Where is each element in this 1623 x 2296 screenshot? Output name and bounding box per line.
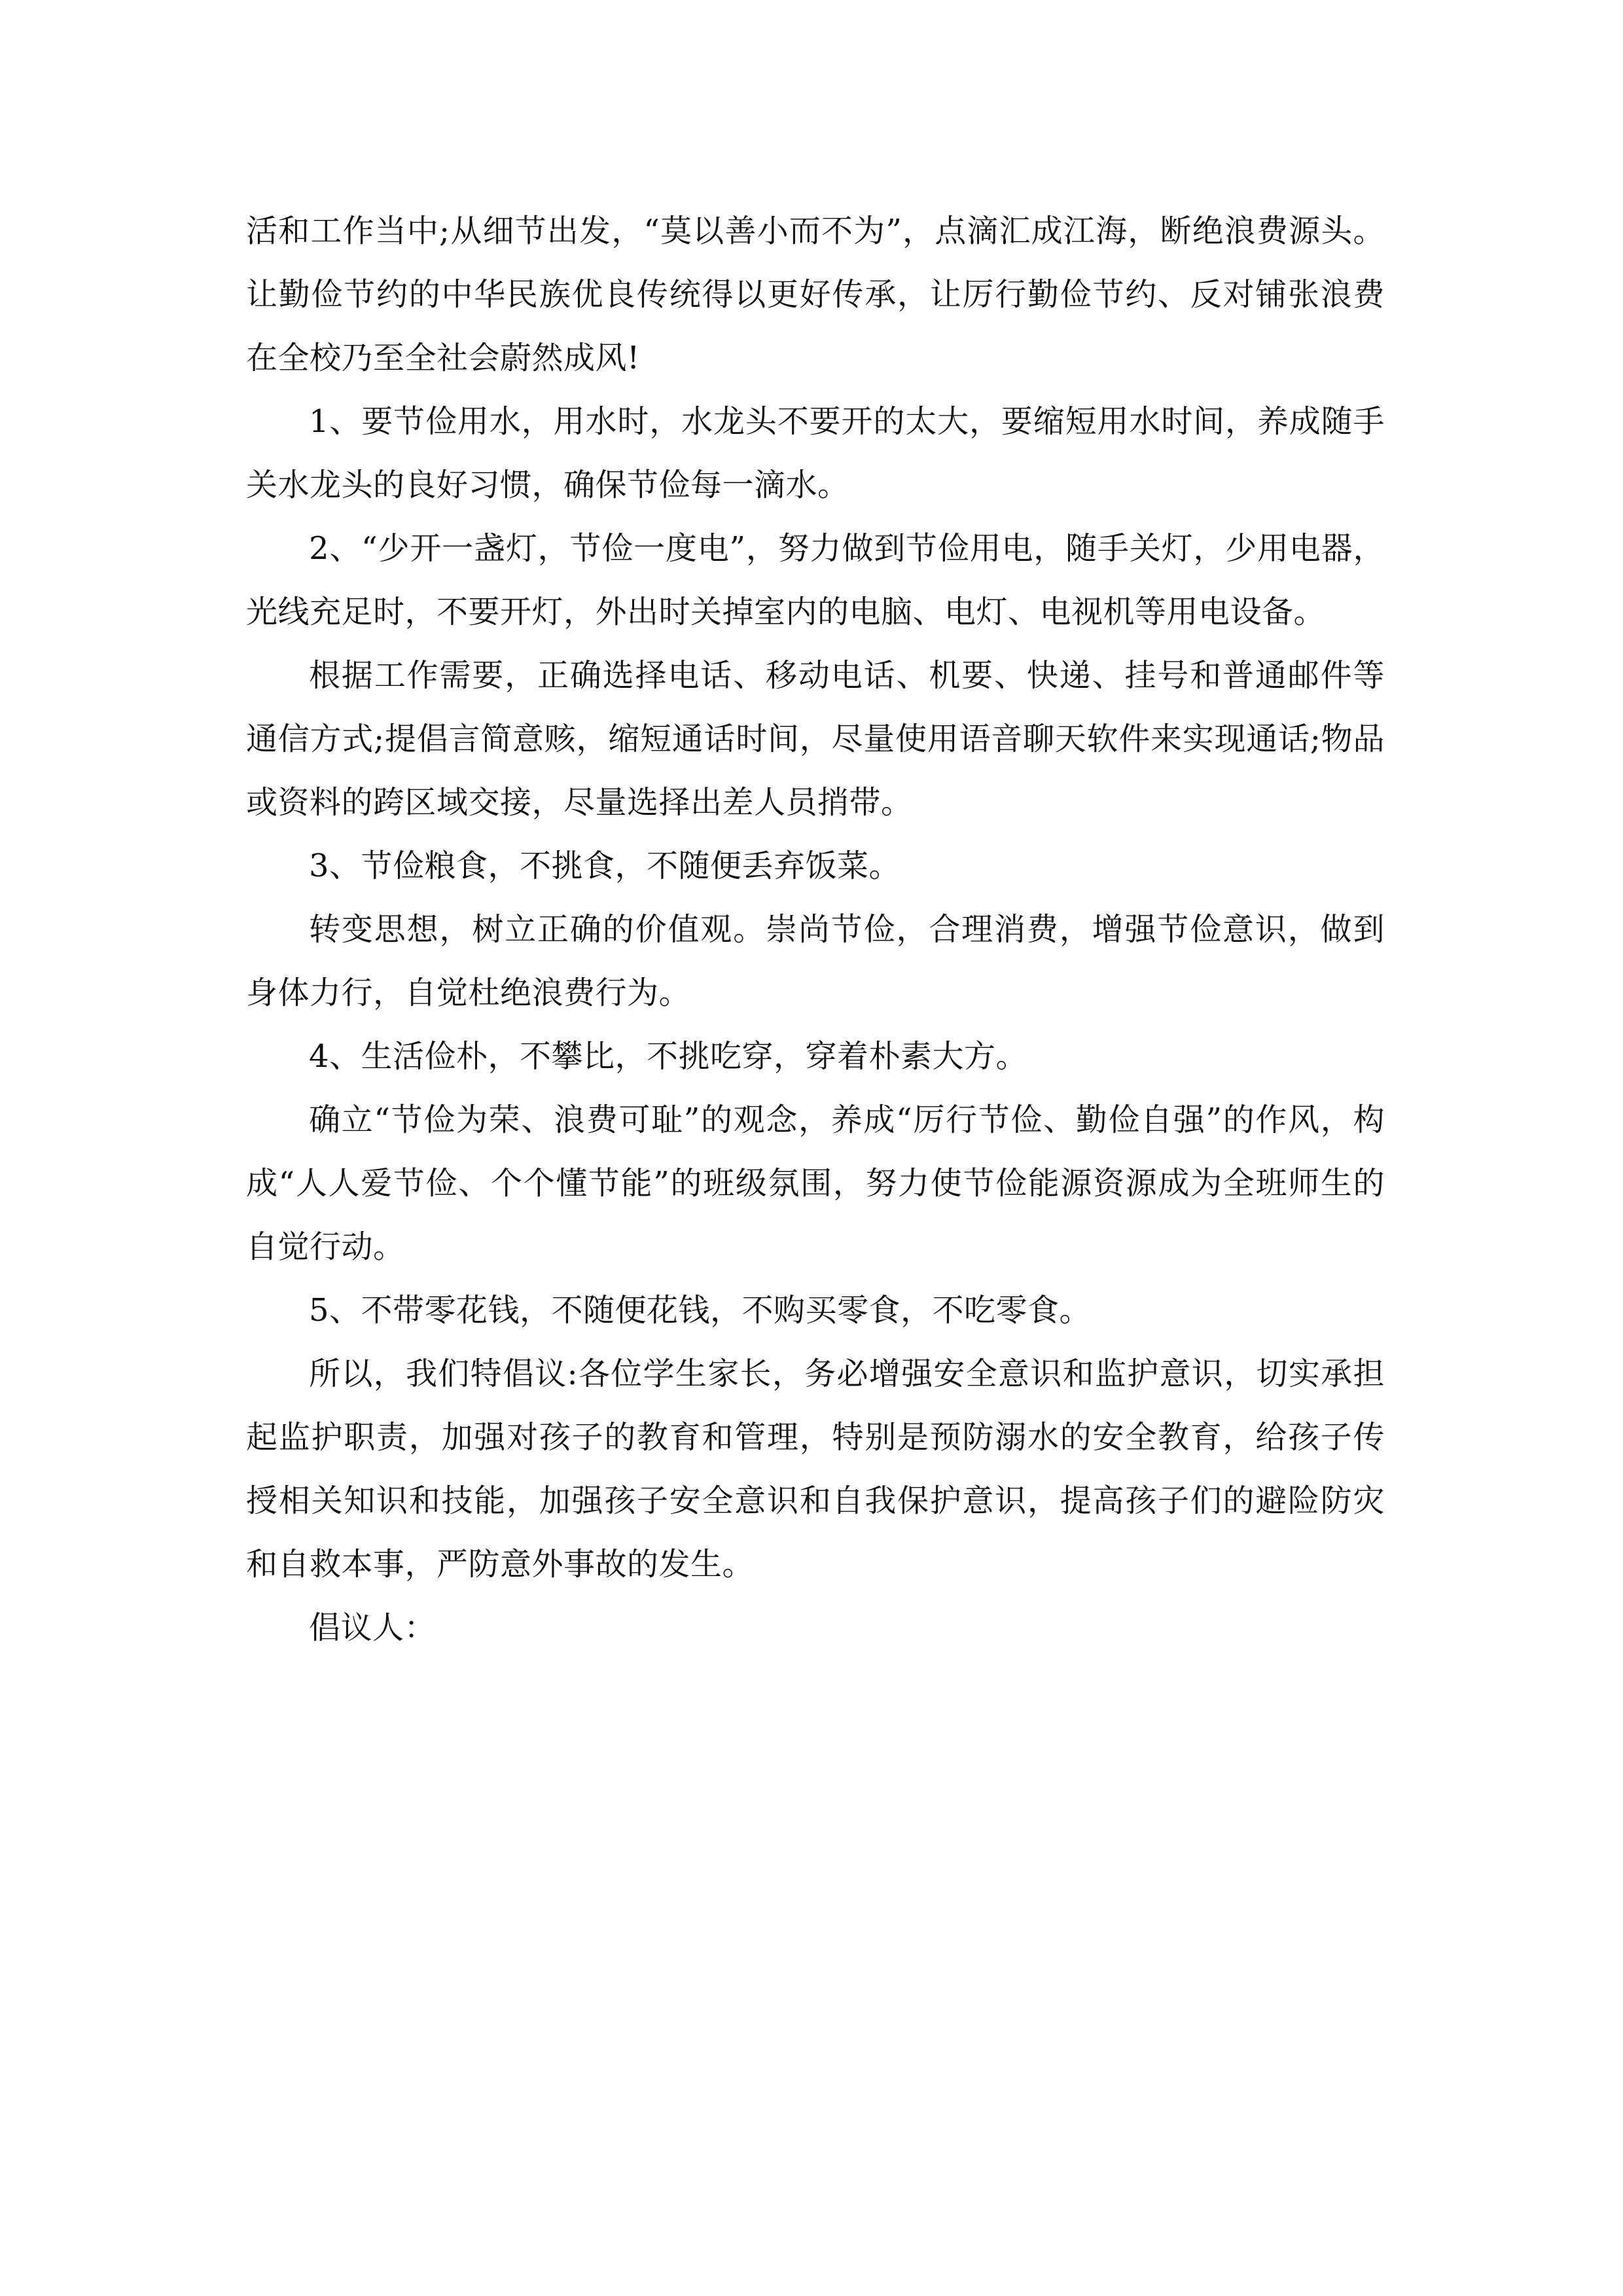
paragraph-signature: 倡议人： (309, 1609, 437, 1646)
paragraph-communication: 根据工作需要，正确选择电话、移动电话、机要、快递、挂号和普通邮件等通信方式;提倡言简意赅，缩短通话时间，尽量使用语音聊天软件来实现通话;物品或资料的跨区域交接，尽量选择出差人员捎带。 (246, 657, 1385, 821)
paragraph-item-5-pocket-money: 5、不带零花钱，不随便花钱，不购买零食，不吃零食。 (309, 1292, 1092, 1329)
paragraph-item-4-frugal-living: 4、生活俭朴，不攀比，不挑吃穿，穿着朴素大方。 (309, 1038, 1028, 1075)
paragraph-item-1-water: 1、要节俭用水，用水时，水龙头不要开的太大，要缩短用水时间，养成随手关水龙头的良好习惯，确保节俭每一滴水。 (246, 403, 1385, 503)
paragraph-item-2-electricity: 2、“少开一盏灯，节俭一度电”，努力做到节俭用电，随手关灯，少用电器，光线充足时，不要开灯，外出时关掉室内的电脑、电灯、电视机等用电设备。 (246, 530, 1385, 630)
paragraph-continuation: 活和工作当中;从细节出发，“莫以善小而不为”，点滴汇成江海，断绝浪费源头。让勤俭节约的中华民族优良传统得以更好传承，让厉行勤俭节约、反对铺张浪费在全校乃至全社会蔚然成风! (246, 213, 1385, 376)
document-body (246, 200, 1385, 1660)
paragraph-concept: 确立“节俭为荣、浪费可耻”的观念，养成“厉行节俭、勤俭自强”的作风，构成“人人爱节俭、个个懂节能”的班级氛围，努力使节俭能源资源成为全班师生的自觉行动。 (246, 1102, 1385, 1265)
paragraph-item-3-food: 3、节俭粮食，不挑食，不随便丢弃饭菜。 (309, 848, 901, 884)
paragraph-mindset: 转变思想，树立正确的价值观。崇尚节俭，合理消费，增强节俭意识，做到身体力行，自觉杜绝浪费行为。 (246, 911, 1385, 1011)
paragraph-proposal: 所以，我们特倡议:各位学生家长，务必增强安全意识和监护意识，切实承担起监护职责，加强对孩子的教育和管理，特别是预防溺水的安全教育，给孩子传授相关知识和技能，加强孩子安全意识和自我保护意识，提高孩子们的避险防灾和自救本事，严防意外事故的发生。 (246, 1355, 1385, 1583)
